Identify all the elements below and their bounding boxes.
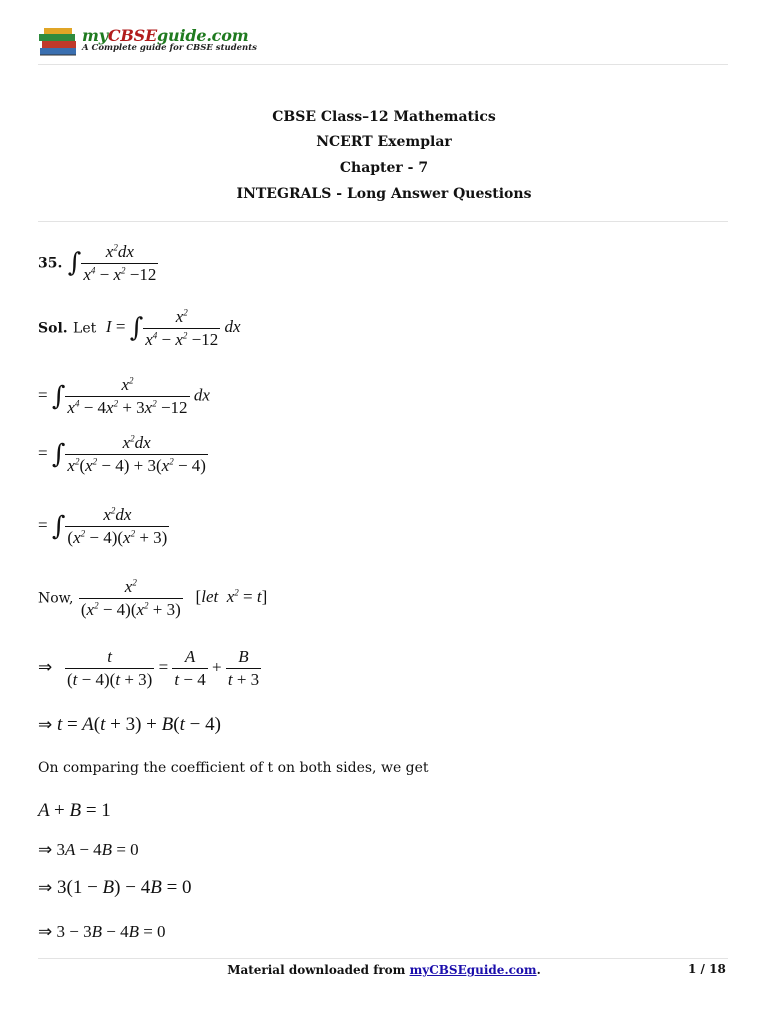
now-fraction: $\frac{x^2}{(x^2 - 4)(x^2 + 3)}$ [let $x^2 = t$] xyxy=(80,577,268,619)
header-divider xyxy=(38,64,728,65)
question-35 xyxy=(38,242,158,285)
title-divider xyxy=(38,221,728,222)
question-number: 35. xyxy=(38,255,63,272)
footer-divider xyxy=(38,958,728,959)
logo-name-brand: CBSE xyxy=(107,26,158,45)
eq-expanded: ⇒ 3 − 3B − 4B = 0 xyxy=(38,922,166,942)
page-number: 1 / 18 xyxy=(688,962,726,976)
logo-name-suffix: guide.com xyxy=(157,26,249,45)
footer-suffix: . xyxy=(536,963,541,977)
title-subject: CBSE Class–12 Mathematics xyxy=(272,109,496,125)
identity: ⇒ t = A(t + 3) + B(t − 4) xyxy=(38,714,221,735)
sol-label: Sol. xyxy=(38,320,68,337)
question-integral: ∫ $\frac{x^2dx}{x^4 - x^2 -12}$ xyxy=(67,242,157,284)
step-1: = ∫ $\frac{x^2}{x^4 - 4x^2 + 3x^2 -12}$ dx xyxy=(38,375,210,417)
footer-prefix: Material downloaded from xyxy=(227,963,410,977)
books-icon xyxy=(38,28,80,58)
footer-link[interactable]: myCBSEguide.com xyxy=(409,963,537,977)
title-chapter: Chapter - 7 xyxy=(339,160,429,176)
now-text: Now, xyxy=(38,590,74,607)
eq-substituted: ⇒ 3(1 − B) − 4B = 0 xyxy=(38,877,192,898)
eq-a-plus-b: A + B = 1 xyxy=(38,800,111,821)
footer-credit xyxy=(0,963,768,977)
now-line xyxy=(38,577,267,620)
logo-name-prefix: my xyxy=(82,26,108,45)
logo-tagline: A Complete guide for CBSE students xyxy=(82,43,257,53)
sol-equation: I = ∫ $\frac{x^2}{x^4 - x^2 -12}$ dx xyxy=(101,307,241,349)
solution-start xyxy=(38,307,241,350)
step-3: = ∫ $\frac{x^2dx}{(x^2 - 4)(x^2 + 3)}$ xyxy=(38,505,168,547)
partial-fraction: ⇒ $\frac{t}{(t - 4)(t + 3)}$ = $\frac{A}{t - 4}$ + $\frac{B}{t + 3}$ xyxy=(38,647,260,689)
eq-3a-minus-4b: ⇒ 3A − 4B = 0 xyxy=(38,840,139,860)
title-series: NCERT Exemplar xyxy=(316,134,452,150)
step-2: = ∫ $\frac{x^2dx}{x^2(x^2 - 4) + 3(x^2 - 4)}$ xyxy=(38,433,206,475)
let-text: Let xyxy=(73,320,97,337)
comparing-text: On comparing the coefficient of t on both sides, we get xyxy=(38,760,429,776)
title-topic: INTEGRALS - Long Answer Questions xyxy=(236,186,532,202)
site-logo[interactable] xyxy=(38,26,258,60)
